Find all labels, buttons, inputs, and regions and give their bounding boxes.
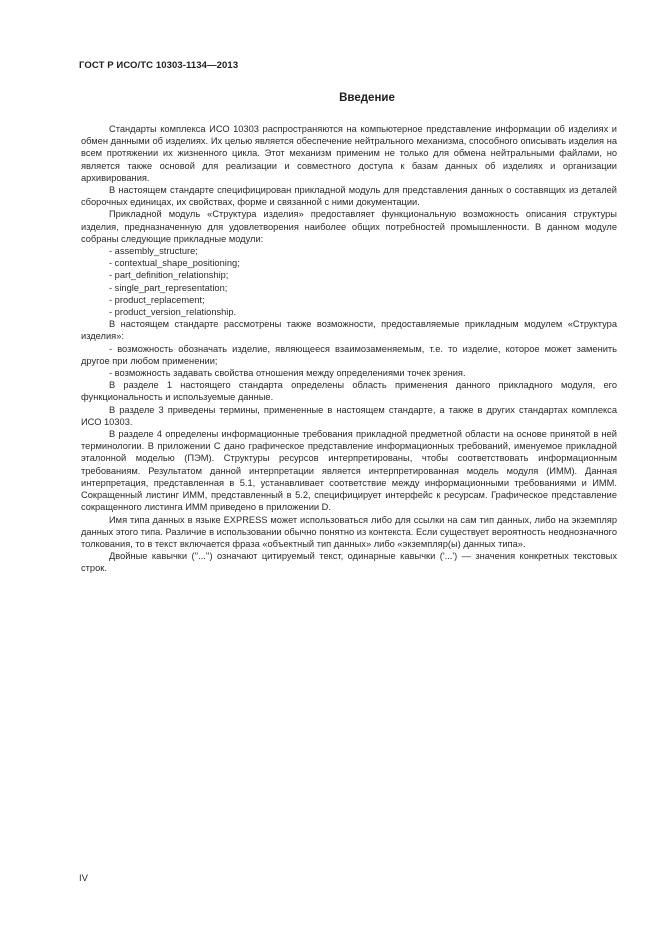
paragraph-possibilities-intro: В настоящем стандарте рассмотрены также возможности, предоставляемые прикладным модулем «Структура изделия»: — [81, 319, 617, 342]
document-body — [81, 123, 617, 575]
list-item: - product_version_relationship. — [109, 307, 237, 318]
paragraph-possibility-item: - возможность задавать свойства отношения между определениями точек зрения. — [109, 368, 466, 379]
paragraph-module-description: Прикладной модуль «Структура изделия» предоставляет функциональную возможность описания структуры изделия, предназначенную для удовлетворения наиболее общих потребностей промышленности. В данном модуле собраны следующие прикладные модули: — [81, 209, 617, 244]
paragraph-scope: Стандарты комплекса ИСО 10303 распространяются на компьютерное представление информации об изделиях и обмен данными об изделиях. Их целью является обеспечение нейтрального механизма, способного описывать изделия на всем протяжении их жизненного цикла. Этот механизм применим не только для обмена нейтральными файлами, но является также основой для реализации и совместного доступа к базам данных об изделиях и организации архивирования. — [81, 124, 617, 183]
paragraph-section-4: В разделе 4 определены информационные требования прикладной предметной области на основе принятой в ней терминологии. В приложении С дано графическое представление информационных требований, именуемое прикладной эталонной моделью (ПЭМ). Структуры ресурсов интерпретированы, чтобы соответствовать информационным требованиям. Результатом данной интерпретации является интерпретированная модель модуля (ИММ). Данная интерпретация, представленная в 5.1, устанавливает соответствие между информационными требованиями и ИММ. Сокращенный листинг ИММ, представленный в 5.2, специфицирует интерфейс к ресурсам. Графическое представление сокращенного листинга ИММ приведено в приложении D. — [81, 429, 617, 513]
paragraph-module-purpose: В настоящем стандарте специфицирован прикладной модуль для представления данных о составящих из деталей сборочных единицах, их свойствах, форме и связанной с ними документации. — [81, 185, 617, 208]
list-item: - part_definition_relationship; — [109, 270, 229, 281]
paragraph-express-types: Имя типа данных в языке EXPRESS может использоваться либо для ссылки на сам тип данных, либо на экземпляр данных этого типа. Различие в использовании обычно понятно из контекста. Если существует вероятность неоднозначного толкования, то в текст включается фраза «объектный тип данных» либо «экземпляр(ы) данных типа». — [81, 514, 617, 549]
module-list — [81, 245, 617, 318]
list-item: - contextual_shape_positioning; — [109, 258, 240, 269]
list-item: - assembly_structure; — [109, 246, 198, 257]
paragraph-possibility-item: - возможность обозначать изделие, являющееся взаимозаменяемым, т.е. то изделие, которое может заменить другое при любом применении; — [81, 343, 617, 366]
list-item: - product_replacement; — [109, 294, 205, 305]
paragraph-quotes: Двойные кавычки (''...'') означают цитируемый текст, одинарные кавычки ('...') — значения конкретных текстовых строк. — [81, 551, 617, 574]
paragraph-section-3: В разделе 3 приведены термины, примененные в настоящем стандарте, а также в других стандартах комплекса ИСО 10303. — [81, 404, 617, 427]
document-header: ГОСТ Р ИСО/ТС 10303-1134—2013 — [79, 60, 239, 71]
section-title: Введение — [339, 92, 395, 104]
list-item: - single_part_representation; — [109, 282, 228, 293]
page-number: IV — [79, 873, 88, 884]
paragraph-section-1: В разделе 1 настоящего стандарта определены область применения данного прикладного модуля, его функциональность и используемые данные. — [81, 380, 617, 403]
